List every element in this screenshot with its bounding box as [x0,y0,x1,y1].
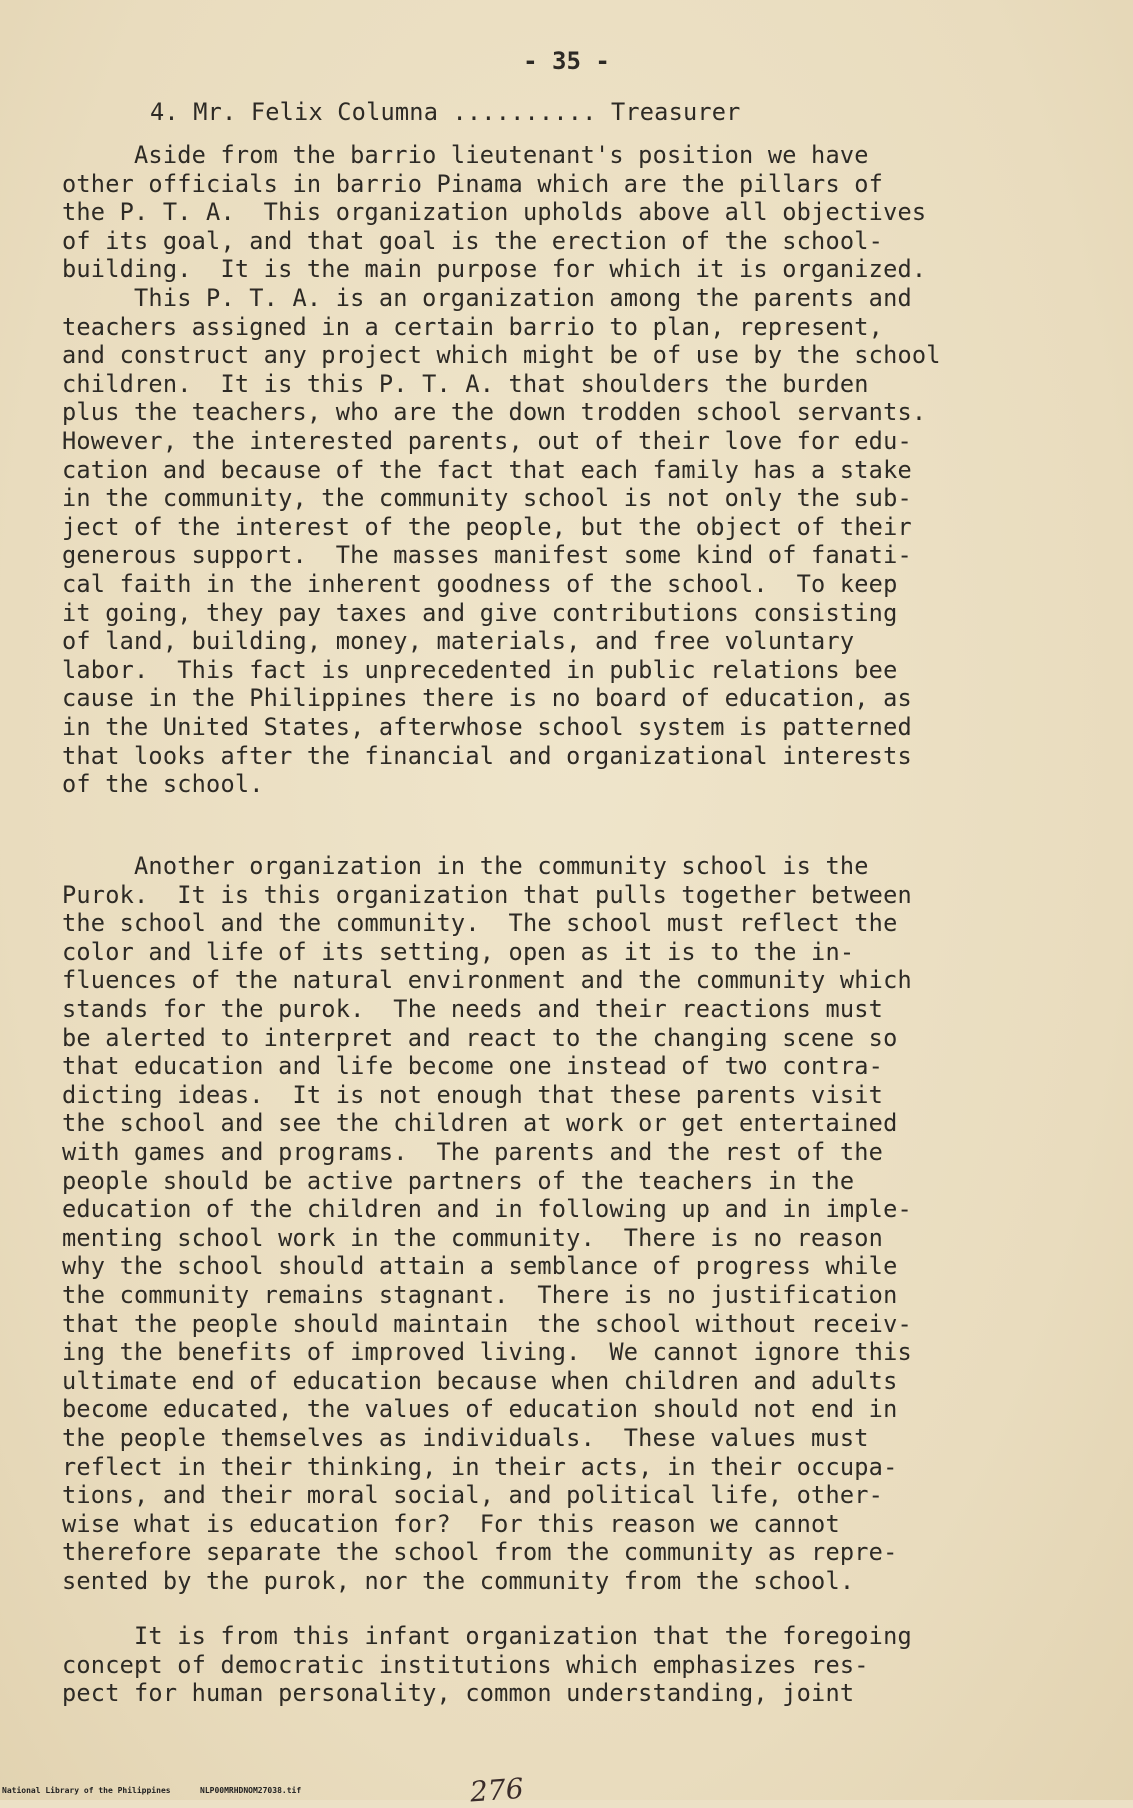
text-line: other officials in barrio Pinama which are the pillars of [62,169,884,198]
text-line: with games and programs. The parents and the rest of the [62,1138,884,1166]
text-line: plus the teachers, who are the down trodden school servants. [62,398,927,427]
text-line: Aside from the barrio lieutenant's position we have [62,141,869,169]
text-line: people should be active partners of the teachers in the [62,1166,855,1195]
text-line: in the United States, afterwhose school system is patterned [62,713,912,741]
text-line: of the school. [62,770,264,799]
text-line: that the people should maintain the school without receiv- [62,1309,912,1338]
text-line: sented by the purok, nor the community from the school. [62,1567,855,1595]
text-line: cause in the Philippines there is no board of education, as [62,684,912,713]
text-line: concept of democratic institutions which emphasizes res- [62,1650,869,1679]
handwritten-page-number: 276 [468,1771,525,1808]
text-line: reflect in their thinking, in their acts, in their occupa- [62,1452,898,1481]
text-line: of its goal, and that goal is the erection of the school- [62,226,884,255]
text-line: building. It is the main purpose for which it is organized. [62,255,927,284]
text-line: Another organization in the community school is the [62,852,869,880]
text-line: It is from this infant organization that the foregoing [62,1622,912,1650]
text-line: ject of the interest of the people, but the object of their [62,512,912,541]
text-line: teachers assigned in a certain barrio to plan, represent, [62,312,884,341]
text-line: color and life of its setting, open as it is to the in- [62,937,855,966]
text-line: cal faith in the inherent goodness of the school. To keep [62,570,898,598]
text-line: fluences of the natural environment and the community which [62,966,912,995]
text-line: the school and the community. The school must reflect the [62,909,898,938]
text-line: cation and because of the fact that each family has a stake [62,455,912,484]
text-line: Purok. It is this organization that pulls together between [62,880,912,909]
footer-filename: NLP00MRHDNOM27038.tif [200,1786,302,1795]
text-line: This P. T. A. is an organization among the parents and [62,284,912,312]
text-line: dicting ideas. It is not enough that these parents visit [62,1080,884,1109]
text-line: stands for the purok. The needs and their reactions must [62,995,884,1023]
text-line: and construct any project which might be of use by the school [62,341,941,370]
text-line: the P. T. A. This organization upholds above all objectives [62,198,927,227]
text-line: therefore separate the school from the community as repre- [62,1538,898,1567]
text-line: generous support. The masses manifest some kind of fanati- [62,541,912,570]
text-line: However, the interested parents, out of their love for edu- [62,427,912,455]
text-line: in the community, the community school is not only the sub- [62,484,912,513]
text-line: ing the benefits of improved living. We cannot ignore this [62,1338,912,1367]
text-line: the community remains stagnant. There is no justification [62,1281,898,1309]
text-line: that looks after the financial and organizational interests [62,741,912,770]
text-line: wise what is education for? For this reason we cannot [62,1509,840,1538]
text-line: education of the children and in following up and in imple- [62,1195,912,1224]
text-line: menting school work in the community. There is no reason [62,1223,884,1252]
text-line: of land, building, money, materials, and free voluntary [62,627,855,656]
text-line: the school and see the children at work or get entertained [62,1109,898,1138]
footer-credit: National Library of the Philippines [2,1786,171,1795]
text-line: why the school should attain a semblance of progress while [62,1252,898,1281]
text-line: pect for human personality, common understanding, joint [62,1679,855,1708]
text-line: children. It is this P. T. A. that shoulders the burden [62,369,869,398]
text-line: that education and life become one instead of two contra- [62,1052,884,1081]
text-line: the people themselves as individuals. These values must [62,1424,869,1452]
text-line: it going, they pay taxes and give contributions consisting [62,598,898,627]
text-line: be alerted to interpret and react to the changing scene so [62,1023,898,1052]
officer-line: 4. Mr. Felix Columna .......... Treasurer [150,98,741,126]
text-line: labor. This fact is unprecedented in public relations bee [62,655,898,684]
page-number: - 35 - [523,47,610,75]
text-line: ultimate end of education because when children and adults [62,1366,898,1395]
text-line: tions, and their moral social, and political life, other- [62,1481,884,1510]
text-line: become educated, the values of education should not end in [62,1395,898,1424]
